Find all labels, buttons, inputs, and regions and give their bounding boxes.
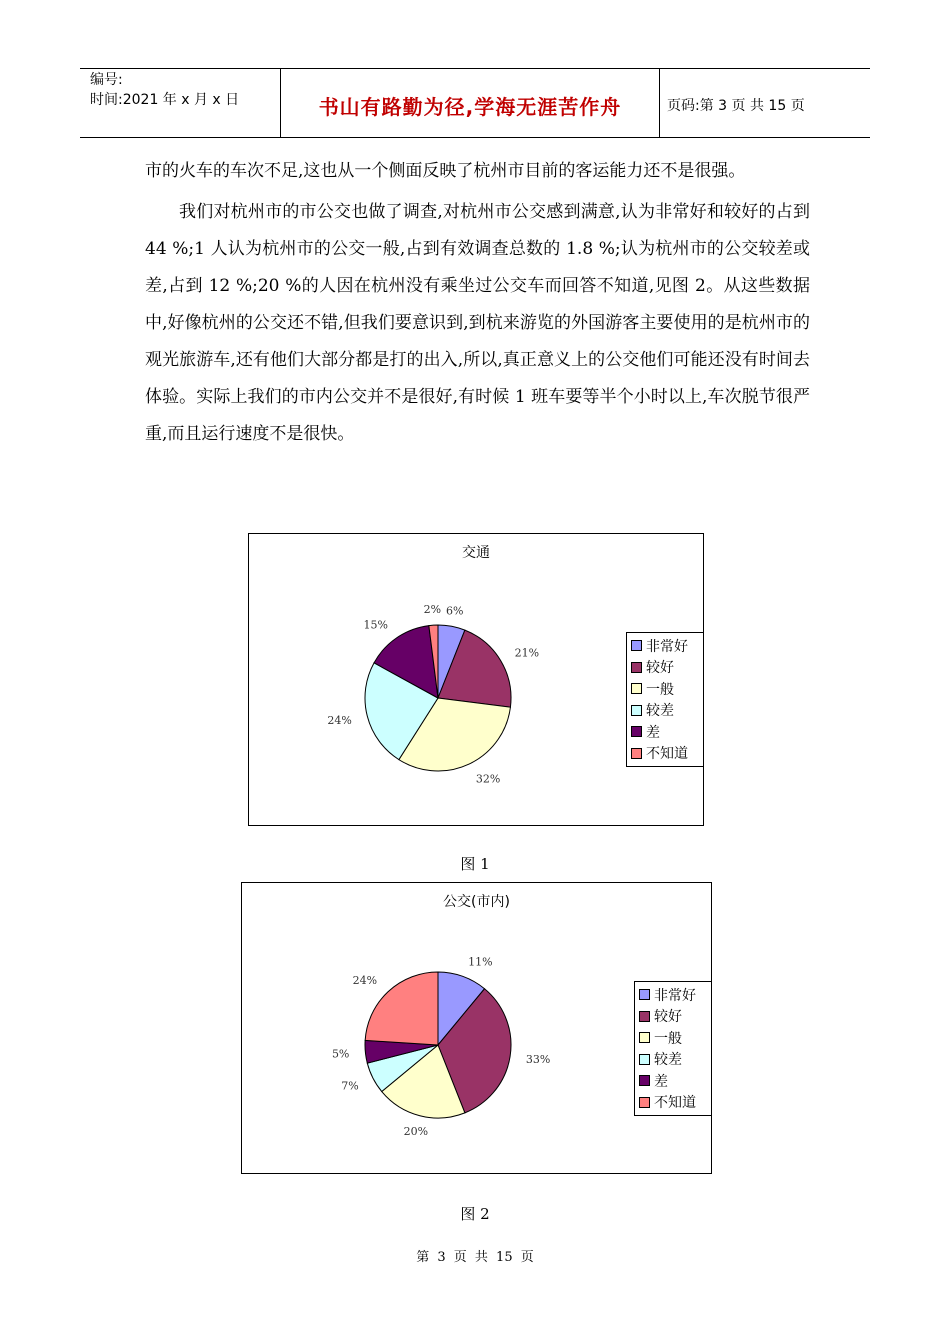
pie-data-label: 2% — [423, 603, 442, 617]
pie-data-label: 6% — [445, 604, 464, 618]
pie-data-label: 32% — [475, 772, 501, 786]
pie-data-label: 24% — [352, 974, 378, 988]
pie-data-label: 21% — [514, 646, 540, 660]
legend-swatch — [639, 1097, 650, 1108]
legend-swatch — [631, 748, 642, 759]
pie-data-label: 15% — [363, 618, 388, 632]
legend-label: 较好 — [646, 660, 674, 677]
header-page-cell — [659, 69, 870, 137]
legend-swatch — [639, 1054, 650, 1065]
chart-legend — [634, 981, 712, 1116]
legend-item — [639, 1027, 707, 1049]
legend-swatch — [631, 726, 642, 737]
chart-transport — [248, 533, 704, 826]
legend-item — [631, 721, 699, 743]
paragraph-2: 我们对杭州市的市公交也做了调查,对杭州市公交感到满意,认为非常好和较好的占到 44 %;1 人认为杭州市的公交一般,占到有效调查总数的 1.8 %;认为杭州市的公交较差或差,占到 12 %;20 %的人因在杭州没有乘坐过公交车而回答不知道,见图 2。从这些数据中,好像杭州的公交还不错,但我们要意识到,到杭来游览的外国游客主要使用的是杭州市的观光旅游车,还有他们大部分都是打的出入,所以,真正意义上的公交他们可能还没有时间去体验。实际上我们的市内公交并不是很好,有时候 1 班车要等半个小时以上,车次脱节很严重,而且运行速度不是很快。 — [145, 202, 810, 444]
figure-caption-1: 图 1 — [460, 855, 490, 873]
pie-data-label: 33% — [525, 1052, 551, 1066]
page-header — [80, 68, 870, 138]
legend-item — [631, 678, 699, 700]
chart-legend — [626, 632, 704, 767]
legend-label: 一般 — [646, 681, 674, 698]
page-footer: 第 3 页 共 15 页 — [416, 1250, 534, 1265]
legend-item — [631, 635, 699, 657]
legend-swatch — [639, 989, 650, 1000]
legend-item — [639, 1006, 707, 1028]
legend-item — [639, 1070, 707, 1092]
header-motto: 书山有路勤为径,学海无涯苦作舟 — [318, 95, 622, 119]
legend-label: 不知道 — [646, 746, 688, 763]
pie-data-label: 7% — [341, 1079, 359, 1093]
legend-item — [639, 1092, 707, 1114]
document-number-label: 编号: — [90, 72, 123, 88]
legend-label: 较差 — [654, 1052, 682, 1069]
header-motto-cell — [280, 69, 660, 137]
paragraph-1: 市的火车的车次不足,这也从一个侧面反映了杭州市目前的客运能力还不是很强。 — [145, 161, 746, 181]
legend-swatch — [631, 662, 642, 673]
legend-swatch — [631, 683, 642, 694]
legend-swatch — [639, 1075, 650, 1086]
pie-data-label: 24% — [327, 714, 352, 728]
legend-label: 非常好 — [646, 638, 688, 655]
legend-label: 较好 — [654, 1009, 682, 1026]
pie-data-label: 5% — [331, 1047, 350, 1061]
header-meta-cell — [80, 69, 280, 137]
legend-swatch — [631, 640, 642, 651]
legend-item — [631, 657, 699, 679]
header-page-info: 页码:第 3 页 共 15 页 — [667, 98, 805, 114]
body-text — [145, 153, 810, 453]
legend-label: 非常好 — [654, 987, 696, 1004]
legend-label: 差 — [654, 1073, 668, 1090]
legend-item — [631, 743, 699, 765]
legend-swatch — [631, 705, 642, 716]
legend-swatch — [639, 1032, 650, 1043]
figure-caption-2: 图 2 — [460, 1205, 490, 1223]
legend-item — [639, 1049, 707, 1071]
chart-title: 公交(市内) — [443, 894, 510, 910]
legend-label: 差 — [646, 724, 660, 741]
legend-item — [631, 700, 699, 722]
legend-swatch — [639, 1011, 650, 1022]
pie-data-label: 11% — [468, 955, 493, 969]
legend-label: 一般 — [654, 1030, 682, 1047]
legend-label: 较差 — [646, 703, 674, 720]
chart-bus — [241, 882, 712, 1174]
document-time-label: 时间:2021 年 x 月 x 日 — [90, 92, 240, 108]
pie-data-label: 20% — [403, 1125, 429, 1139]
legend-item — [639, 984, 707, 1006]
legend-label: 不知道 — [654, 1095, 696, 1112]
chart-title: 交通 — [462, 545, 490, 561]
